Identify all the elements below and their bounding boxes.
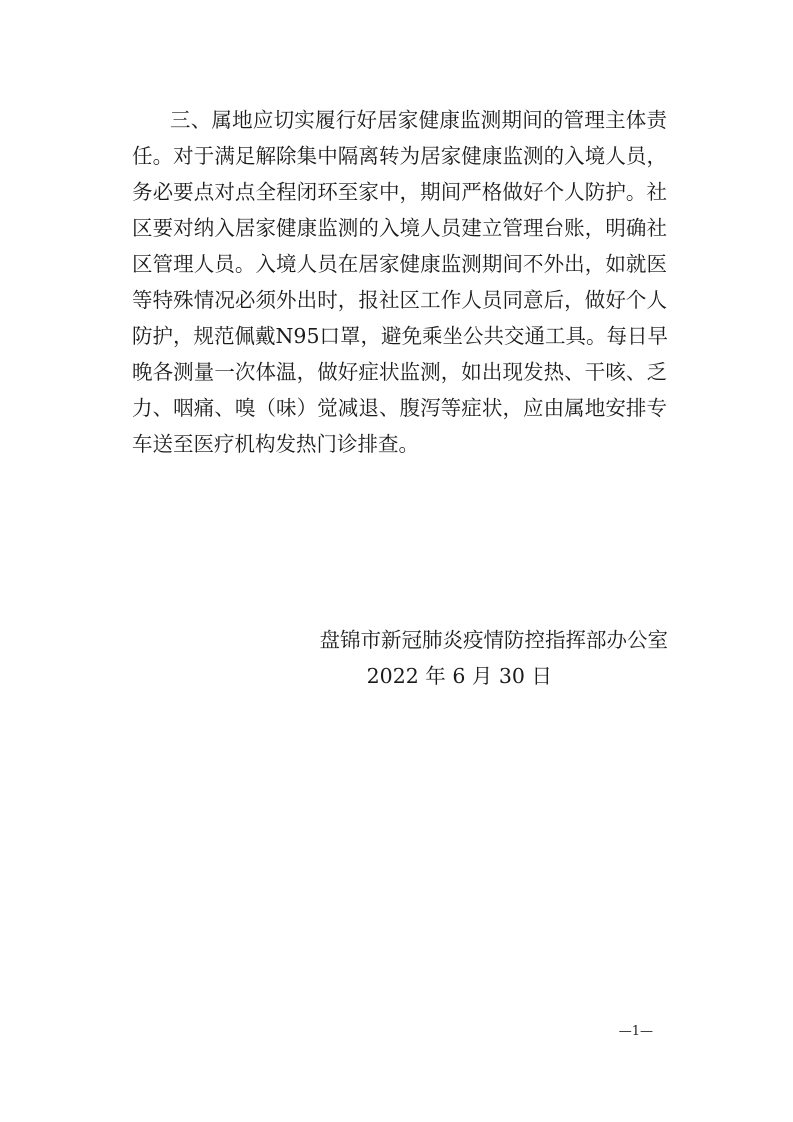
paragraph-line: 区要对纳入居家健康监测的入境人员建立管理台账，明确社 (132, 216, 667, 240)
issue-date: 2022 年 6 月 30 日 (366, 664, 552, 688)
paragraph-line: 任。对于满足解除集中隔离转为居家健康监测的入境人员， (132, 144, 667, 168)
paragraph-line: 等特殊情况必须外出时，报社区工作人员同意后，做好个人 (132, 288, 667, 312)
page-number: —1— (618, 1024, 653, 1039)
paragraph-line: 防护，规范佩戴N95口罩，避免乘坐公共交通工具。每日早 (132, 324, 669, 348)
signature-block (268, 622, 668, 694)
paragraph-line: 三、属地应切实履行好居家健康监测期间的管理主体责 (170, 108, 667, 132)
issuing-organization: 盘锦市新冠肺炎疫情防控指挥部办公室 (319, 628, 668, 652)
paragraph-line: 力、咽痛、嗅（味）觉减退、腹泻等症状，应由属地安排专 (132, 396, 667, 420)
body-paragraph (132, 102, 667, 462)
paragraph-line: 车送至医疗机构发热门诊排查。 (132, 432, 419, 456)
paragraph-line: 晚各测量一次体温，做好症状监测，如出现发热、干咳、乏 (132, 360, 667, 384)
paragraph-line: 务必要点对点全程闭环至家中，期间严格做好个人防护。社 (132, 180, 667, 204)
paragraph-line: 区管理人员。入境人员在居家健康监测期间不外出，如就医 (132, 252, 667, 276)
